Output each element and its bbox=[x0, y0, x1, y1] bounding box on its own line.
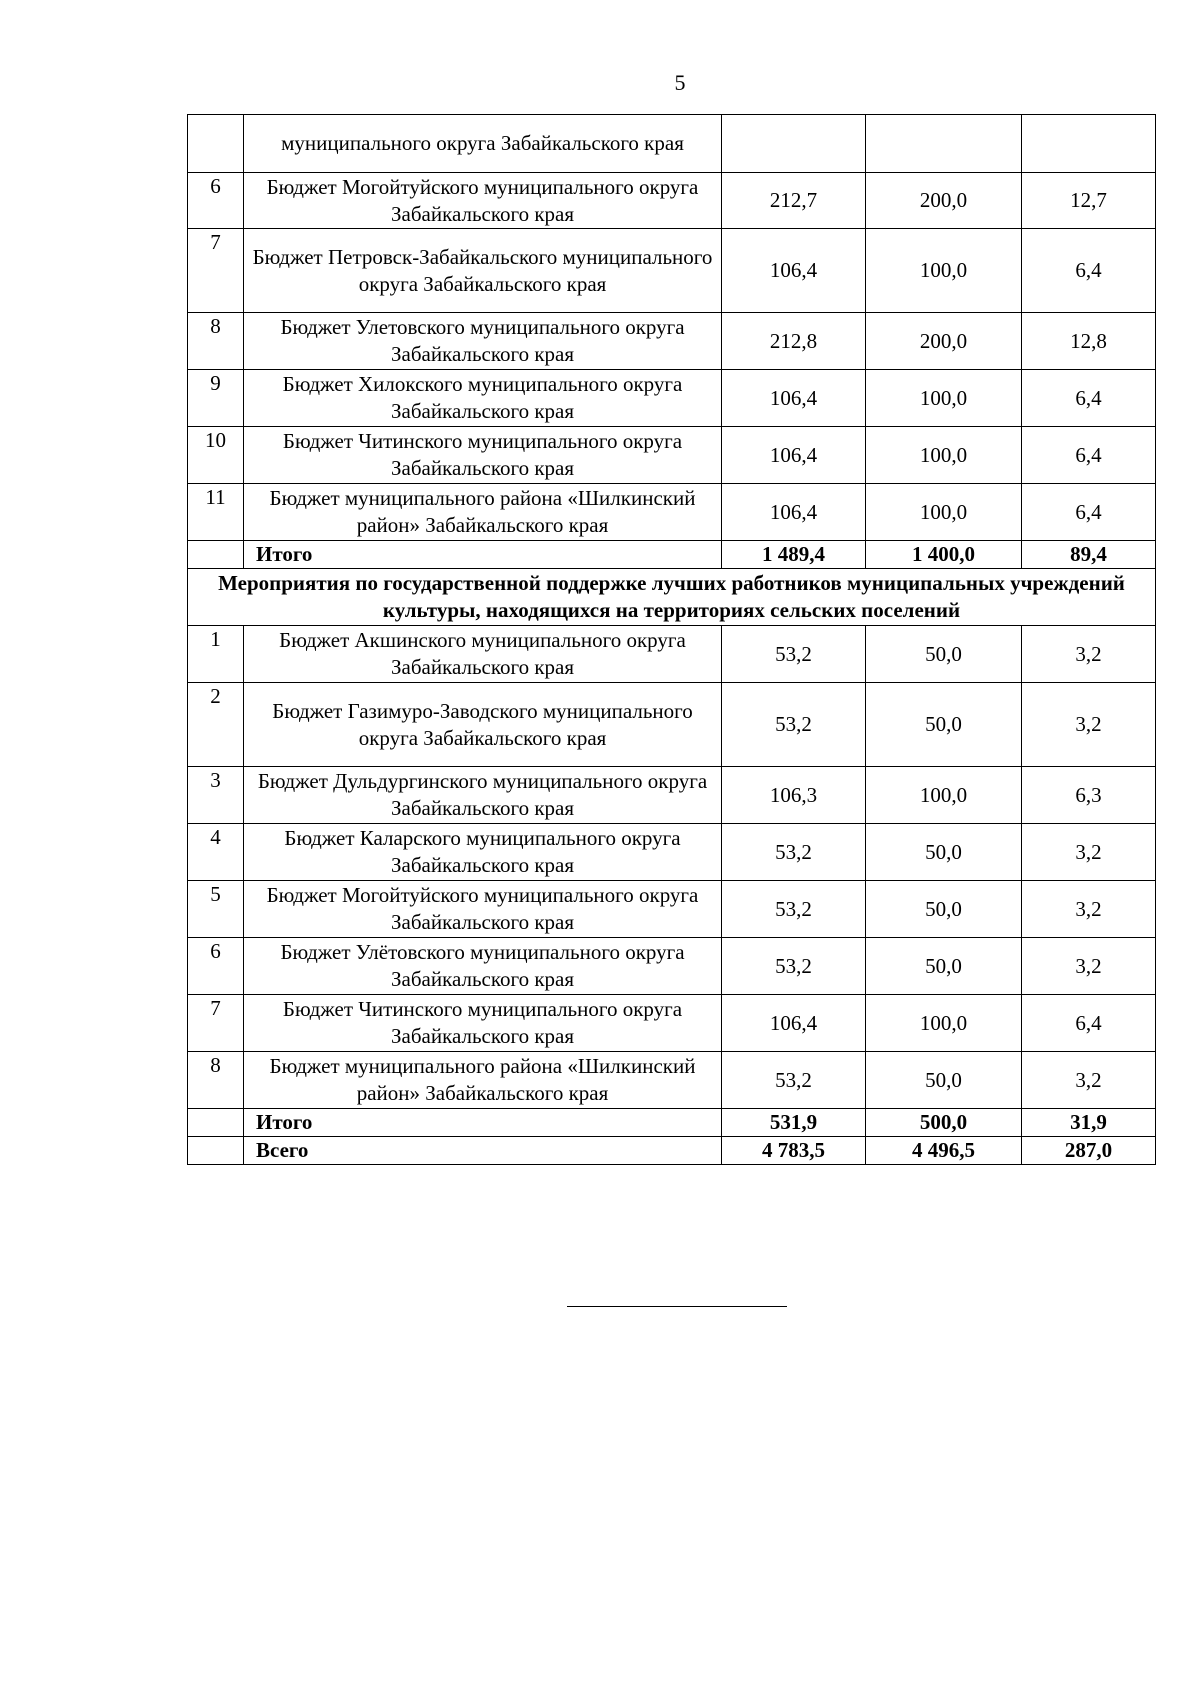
total-amount: 106,3 bbox=[722, 767, 866, 824]
table-row bbox=[188, 173, 1156, 229]
section-heading-row bbox=[188, 569, 1156, 626]
regional-amount: 6,4 bbox=[1022, 229, 1156, 313]
total-amount: 53,2 bbox=[722, 626, 866, 683]
federal-amount: 100,0 bbox=[866, 995, 1022, 1052]
budget-name: Бюджет Газимуро-Заводского муниципального округа Забайкальского края bbox=[244, 683, 722, 767]
table-row bbox=[188, 626, 1156, 683]
grand-total-regional: 287,0 bbox=[1022, 1137, 1156, 1165]
regional-amount: 6,4 bbox=[1022, 484, 1156, 541]
regional-amount: 3,2 bbox=[1022, 626, 1156, 683]
table-row bbox=[188, 427, 1156, 484]
empty-cell bbox=[188, 1137, 244, 1165]
regional-amount: 3,2 bbox=[1022, 1052, 1156, 1109]
federal-amount: 50,0 bbox=[866, 683, 1022, 767]
grand-total-row bbox=[188, 1137, 1156, 1165]
federal-amount: 50,0 bbox=[866, 881, 1022, 938]
row-number: 5 bbox=[188, 881, 244, 938]
budget-name: Бюджет Могойтуйского муниципального округа Забайкальского края bbox=[244, 173, 722, 229]
total-amount: 106,4 bbox=[722, 427, 866, 484]
budget-name: Бюджет Каларского муниципального округа Забайкальского края bbox=[244, 824, 722, 881]
federal-amount: 50,0 bbox=[866, 1052, 1022, 1109]
regional-amount: 12,8 bbox=[1022, 313, 1156, 370]
table-row bbox=[188, 484, 1156, 541]
federal-amount: 200,0 bbox=[866, 173, 1022, 229]
empty-cell bbox=[188, 541, 244, 569]
budget-name: муниципального округа Забайкальского края bbox=[244, 115, 722, 173]
table-row bbox=[188, 1052, 1156, 1109]
federal-amount: 100,0 bbox=[866, 427, 1022, 484]
regional-amount: 6,4 bbox=[1022, 427, 1156, 484]
budget-name: Бюджет Дульдургинского муниципального округа Забайкальского края bbox=[244, 767, 722, 824]
total-amount: 53,2 bbox=[722, 1052, 866, 1109]
table-row bbox=[188, 115, 1156, 173]
budget-name: Бюджет Читинского муниципального округа Забайкальского края bbox=[244, 995, 722, 1052]
row-number: 1 bbox=[188, 626, 244, 683]
budget-name: Бюджет Хилокского муниципального округа Забайкальского края bbox=[244, 370, 722, 427]
budget-name: Бюджет Улётовского муниципального округа Забайкальского края bbox=[244, 938, 722, 995]
row-number bbox=[188, 115, 244, 173]
subtotal-label: Итого bbox=[244, 1109, 722, 1137]
total-amount: 53,2 bbox=[722, 881, 866, 938]
federal-amount: 100,0 bbox=[866, 229, 1022, 313]
end-of-document-line bbox=[567, 1306, 787, 1307]
table-row bbox=[188, 370, 1156, 427]
page-number: 5 bbox=[674, 70, 686, 95]
total-amount: 53,2 bbox=[722, 824, 866, 881]
federal-amount: 50,0 bbox=[866, 626, 1022, 683]
total-amount: 212,8 bbox=[722, 313, 866, 370]
subtotal-total: 531,9 bbox=[722, 1109, 866, 1137]
federal-amount: 100,0 bbox=[866, 484, 1022, 541]
regional-amount: 3,2 bbox=[1022, 683, 1156, 767]
regional-amount: 6,4 bbox=[1022, 370, 1156, 427]
total-amount bbox=[722, 115, 866, 173]
table-row bbox=[188, 683, 1156, 767]
total-amount: 106,4 bbox=[722, 484, 866, 541]
subtotal-federal: 500,0 bbox=[866, 1109, 1022, 1137]
row-number: 8 bbox=[188, 313, 244, 370]
federal-amount: 100,0 bbox=[866, 370, 1022, 427]
table-row bbox=[188, 881, 1156, 938]
empty-cell bbox=[188, 1109, 244, 1137]
row-number: 6 bbox=[188, 938, 244, 995]
budget-name: Бюджет Улетовского муниципального округа Забайкальского края bbox=[244, 313, 722, 370]
budget-name: Бюджет Петровск-Забайкальского муниципального округа Забайкальского края bbox=[244, 229, 722, 313]
regional-amount: 12,7 bbox=[1022, 173, 1156, 229]
regional-amount: 6,4 bbox=[1022, 995, 1156, 1052]
row-number: 7 bbox=[188, 995, 244, 1052]
grand-total-total: 4 783,5 bbox=[722, 1137, 866, 1165]
row-number: 2 bbox=[188, 683, 244, 767]
budget-name: Бюджет Читинского муниципального округа Забайкальского края bbox=[244, 427, 722, 484]
regional-amount: 3,2 bbox=[1022, 938, 1156, 995]
total-amount: 53,2 bbox=[722, 938, 866, 995]
subtotal-row bbox=[188, 541, 1156, 569]
row-number: 3 bbox=[188, 767, 244, 824]
row-number: 9 bbox=[188, 370, 244, 427]
federal-amount: 100,0 bbox=[866, 767, 1022, 824]
federal-amount: 50,0 bbox=[866, 938, 1022, 995]
regional-amount: 3,2 bbox=[1022, 881, 1156, 938]
federal-amount bbox=[866, 115, 1022, 173]
budget-name: Бюджет Акшинского муниципального округа Забайкальского края bbox=[244, 626, 722, 683]
table-row bbox=[188, 229, 1156, 313]
subtotal-regional: 31,9 bbox=[1022, 1109, 1156, 1137]
total-amount: 106,4 bbox=[722, 229, 866, 313]
subtotal-regional: 89,4 bbox=[1022, 541, 1156, 569]
table-row bbox=[188, 767, 1156, 824]
table-row bbox=[188, 938, 1156, 995]
regional-amount: 3,2 bbox=[1022, 824, 1156, 881]
subtotal-federal: 1 400,0 bbox=[866, 541, 1022, 569]
budget-distribution-table bbox=[187, 114, 1156, 1165]
total-amount: 106,4 bbox=[722, 995, 866, 1052]
federal-amount: 50,0 bbox=[866, 824, 1022, 881]
row-number: 4 bbox=[188, 824, 244, 881]
table-row bbox=[188, 995, 1156, 1052]
row-number: 7 bbox=[188, 229, 244, 313]
row-number: 6 bbox=[188, 173, 244, 229]
total-amount: 53,2 bbox=[722, 683, 866, 767]
table-row bbox=[188, 824, 1156, 881]
grand-total-label: Всего bbox=[244, 1137, 722, 1165]
grand-total-federal: 4 496,5 bbox=[866, 1137, 1022, 1165]
subtotal-row bbox=[188, 1109, 1156, 1137]
row-number: 10 bbox=[188, 427, 244, 484]
total-amount: 212,7 bbox=[722, 173, 866, 229]
regional-amount bbox=[1022, 115, 1156, 173]
federal-amount: 200,0 bbox=[866, 313, 1022, 370]
budget-name: Бюджет муниципального района «Шилкинский район» Забайкальского края bbox=[244, 484, 722, 541]
budget-name: Бюджет муниципального района «Шилкинский район» Забайкальского края bbox=[244, 1052, 722, 1109]
row-number: 8 bbox=[188, 1052, 244, 1109]
subtotal-label: Итого bbox=[244, 541, 722, 569]
row-number: 11 bbox=[188, 484, 244, 541]
table-row bbox=[188, 313, 1156, 370]
section-title: Мероприятия по государственной поддержке лучших работников муниципальных учреждений культуры, находящихся на территориях сельских поселений bbox=[188, 569, 1156, 626]
subtotal-total: 1 489,4 bbox=[722, 541, 866, 569]
total-amount: 106,4 bbox=[722, 370, 866, 427]
regional-amount: 6,3 bbox=[1022, 767, 1156, 824]
budget-name: Бюджет Могойтуйского муниципального округа Забайкальского края bbox=[244, 881, 722, 938]
